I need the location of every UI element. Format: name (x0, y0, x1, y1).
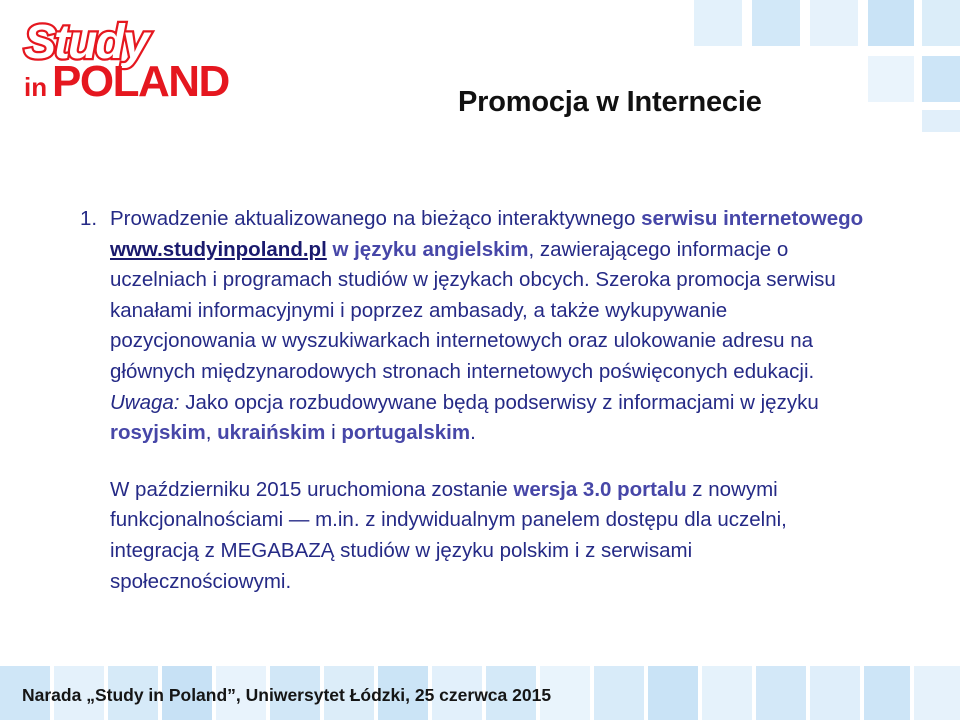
highlight-portugalski: portugalskim (341, 421, 471, 445)
p1-text-1: Prowadzenie aktualizowanego na bieżąco interaktywnego (110, 207, 642, 230)
p1-text-4: , zawierającego informacje o uczelniach i programach studiów w językach obcych. Szeroka promocja serwisu kanałami informacyjnymi i poprzez ambasady, a także wykupywanie pozycjonowania w wyszukiwarkach internetowych oraz ulokowanie adresu na głównych międzynarodowych stronach internetowych poświęconych edukacji. (110, 237, 836, 383)
logo-poland-text: POLAND (52, 57, 229, 104)
highlight-angielski: w języku angielskim (332, 237, 529, 261)
logo-in-text: in (24, 72, 48, 102)
highlight-serwis-internetowy: serwisu internetowego (641, 207, 864, 230)
footer-text: Narada „Study in Poland”, Uniwersytet Łódzki, 25 czerwca 2015 (22, 685, 552, 705)
highlight-rosyjski: rosyjskim (110, 421, 206, 445)
list-item (80, 204, 870, 449)
slide-content (80, 204, 870, 597)
highlight-ukrainski: ukraińskim (217, 421, 326, 445)
website-link[interactable]: www.studyinpoland.pl (110, 237, 327, 261)
study-in-poland-logo (22, 14, 272, 104)
list-number: 1. (80, 207, 98, 230)
p1-text-8: . (470, 421, 476, 445)
p2-text-2: z nowymi funkcjonalnościami — m.in. z indywidualnym panelem dostępu dla uczelni, integracją z MEGABAZĄ studiów w języku polskim i z serwisami społecznościowymi. (110, 477, 787, 593)
note-label: Uwaga: (110, 390, 180, 414)
page-title: Promocja w Internecie (458, 86, 762, 118)
p1-text-5: Jako opcja rozbudowywane będą podserwisy z informacjami w języku (179, 390, 819, 414)
p2-text-1: W październiku 2015 uruchomiona zostanie (110, 477, 514, 501)
highlight-wersja-portalu: wersja 3.0 portalu (513, 477, 687, 501)
paragraph-2 (110, 475, 870, 597)
logo-study-text: Study (24, 16, 148, 69)
p1-text-6: , (205, 421, 218, 445)
p1-text-7: i (325, 421, 342, 445)
paragraph-1 (110, 204, 870, 449)
